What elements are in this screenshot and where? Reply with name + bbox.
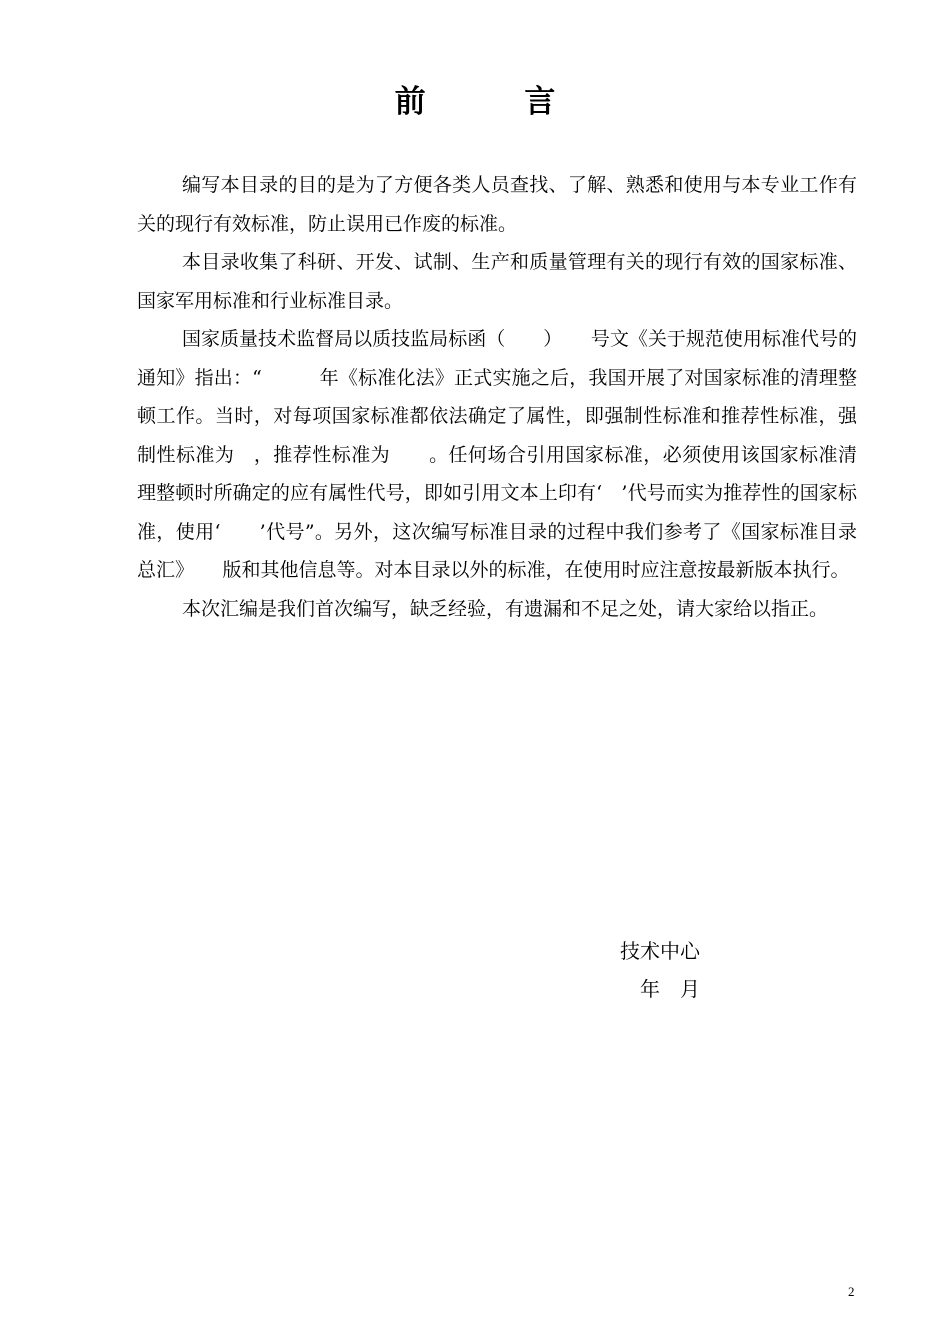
signature-date: 年 月 [640, 977, 700, 1001]
page-title: 前 言 [394, 84, 600, 120]
body-text [137, 166, 857, 628]
page-number: 2 [848, 1284, 855, 1299]
signature-block [540, 932, 700, 1008]
paragraph-purpose: 编写本目录的目的是为了方便各类人员查找、了解、熟悉和使用与本专业工作有关的现行有效标准，防止误用已作废的标准。 [137, 174, 857, 235]
paragraph-scope: 本目录收集了科研、开发、试制、生产和质量管理有关的现行有效的国家标准、国家军用标准和行业标准目录。 [137, 251, 857, 312]
paragraph-closing: 本次汇编是我们首次编写，缺乏经验，有遗漏和不足之处，请大家给以指正。 [182, 597, 829, 620]
paragraph-notice: 国家质量技术监督局以质技监局标函（ ） 号文《关于规范使用标准代号的通知》指出：“ 年《标准化法》正式实施之后，我国开展了对国家标准的清理整顿工作。当时，对每项国家标准都依法确定了属性，即强制性标准和推荐性标准，强制性标准为 ，推荐性标准为 。任何场合引用国家标准，必须使用该国家标准清理整顿时所确定的应有属性代号，即如引用文本上印有‘ ’代号而实为推荐性的国家标准，使用‘ ’代号”。另外，这次编写标准目录的过程中我们参考了《国家标准目录总汇》 版和其他信息等。对本目录以外的标准，在使用时应注意按最新版本执行。 [137, 328, 857, 581]
signature-department: 技术中心 [620, 939, 700, 963]
